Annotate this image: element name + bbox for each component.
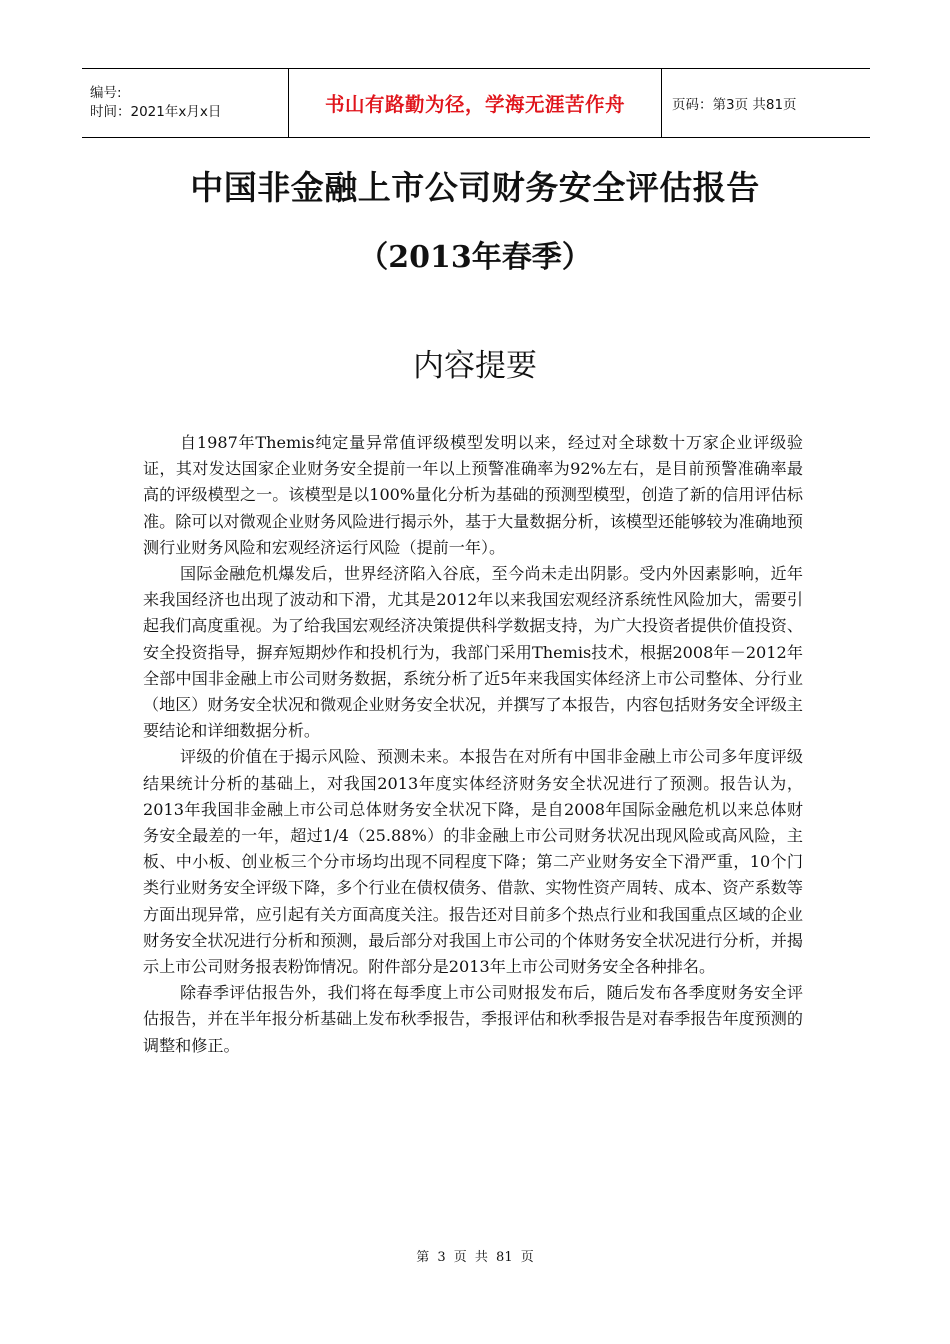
motto-text: 书山有路勤为径，学海无涯苦作舟 bbox=[324, 93, 625, 116]
page-footer: 第 3 页 共 81 页 bbox=[416, 1250, 534, 1265]
paragraph: 评级的价值在于揭示风险、预测未来。本报告在对所有中国非金融上市公司多年度评级结果统计分析的基础上，对我国2013年度实体经济财务安全状况进行了预测。报告认为，2013年我国非金融上市公司总体财务安全状况下降，是自2008年国际金融危机以来总体财务安全最差的一年，超过1/4（25.88%）的非金融上市公司财务状况出现风险或高风险，主板、中小板、创业板三个分市场均出现不同程度下降；第二产业财务安全下滑严重，10个门类行业财务安全评级下降，多个行业在债权债务、借款、实物性资产周转、成本、资产系数等方面出现异常，应引起有关方面高度关注。报告还对目前多个热点行业和我国重点区域的企业财务安全状况进行分析和预测，最后部分对我国上市公司的个体财务安全状况进行分析，并揭示上市公司财务报表粉饰情况。附件部分是2013年上市公司财务安全各种排名。 bbox=[143, 747, 803, 977]
page-header bbox=[82, 68, 870, 138]
paragraph: 自1987年Themis纯定量异常值评级模型发明以来，经过对全球数十万家企业评级验证，其对发达国家企业财务安全提前一年以上预警准确率为92%左右，是目前预警准确率最高的评级模型之一。该模型是以100%量化分析为基础的预测型模型，创造了新的信用评估标准。除可以对微观企业财务风险进行揭示外，基于大量数据分析，该模型还能够较为准确地预测行业财务风险和宏观经济运行风险（提前一年）。 bbox=[143, 433, 803, 557]
section-title: 内容提要 bbox=[413, 348, 537, 384]
date-label: 时间：2021年x月x日 bbox=[90, 104, 222, 120]
header-motto-cell bbox=[289, 69, 662, 137]
page-code: 页码：第3页 共81页 bbox=[672, 97, 797, 113]
document-title: 中国非金融上市公司财务安全评估报告 bbox=[190, 168, 760, 207]
document-subtitle: （2013年春季） bbox=[358, 240, 592, 275]
paragraph: 国际金融危机爆发后，世界经济陷入谷底，至今尚未走出阴影。受内外因素影响，近年来我国经济也出现了波动和下滑，尤其是2012年以来我国宏观经济系统性风险加大，需要引起我们高度重视。为了给我国宏观经济决策提供科学数据支持，为广大投资者提供价值投资、安全投资指导，摒弃短期炒作和投机行为，我部门采用Themis技术，根据2008年－2012年全部中国非金融上市公司财务数据，系统分析了近5年来我国实体经济上市公司整体、分行业（地区）财务安全状况和微观企业财务安全状况，并撰写了本报告，内容包括财务安全评级主要结论和详细数据分析。 bbox=[143, 564, 803, 741]
number-label: 编号: bbox=[90, 85, 122, 101]
summary-body bbox=[143, 430, 803, 1059]
paragraph: 除春季评估报告外，我们将在每季度上市公司财报发布后，随后发布各季度财务安全评估报告，并在半年报分析基础上发布秋季报告，季报评估和秋季报告是对春季报告年度预测的调整和修正。 bbox=[143, 983, 803, 1055]
header-meta bbox=[82, 69, 289, 137]
